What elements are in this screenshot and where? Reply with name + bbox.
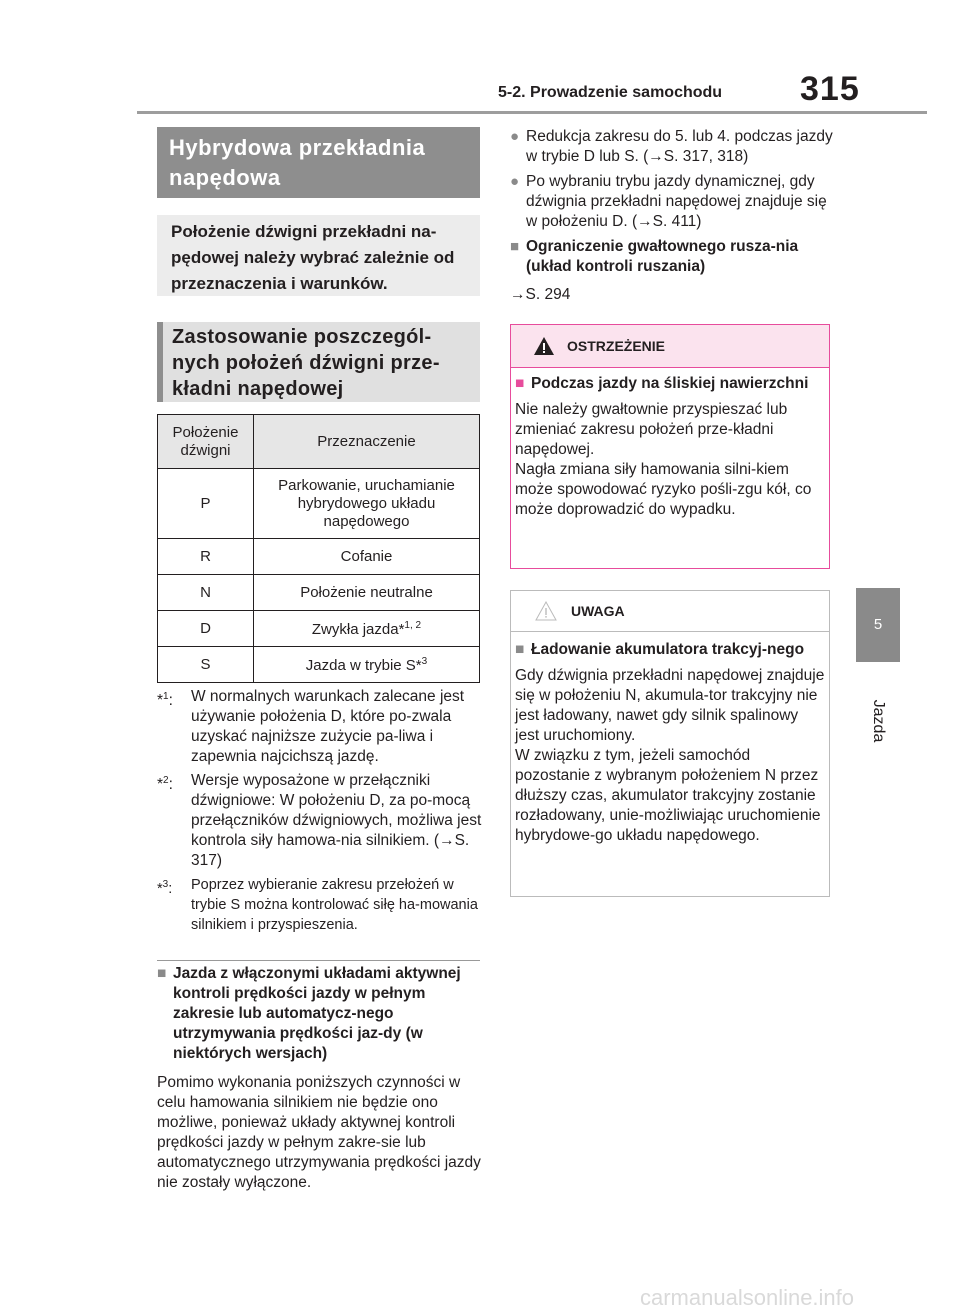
caution-text: Gdy dźwignia przekładni napędowej znajduje się w położeniu N, akumula-tor trakcyjny nie jest ładowany, nawet gdy silnik spalinowy jest uruchomiony. [515,667,825,744]
footnote-text: Wersje wyposażone w przełączniki dźwigniowe: W położeniu D, za po-mocą przełączników dźwigniowych, możliwa jest kontrola siły hamowa-nia silnikiem. (→S. 317) [191,772,482,869]
footnote-marker: *$^2$: [157,775,173,794]
table-row [158,611,480,647]
gear-position-table [157,414,480,683]
square-bullet-icon: ■ [510,238,520,255]
list-item [510,127,835,167]
table-cell-position: S [158,647,254,683]
table-row [158,539,480,575]
table-row [158,647,480,683]
table-cell-purpose [254,611,480,647]
footnote-marker: *$^1$: [157,691,173,710]
footnote [157,875,482,935]
caution-triangle-icon [535,601,557,621]
table-cell-purpose: Położenie neutralne [254,575,480,611]
list-item-text: Po wybraniu trybu jazdy dynamicznej, gdy dźwignia przekładni napędowej znajduje się w położeniu D. (→S. 411) [526,173,827,230]
header-divider [137,111,927,114]
table-cell-purpose [254,647,480,683]
circle-bullet-icon: ● [510,128,520,145]
running-header: 5-2. Prowadzenie samochodu [498,84,723,101]
caution-content [511,632,829,846]
caution-label: UWAGA [571,603,625,619]
purpose-text: Jazda w trybie S* [305,656,422,674]
footnotes [157,687,482,939]
table-cell-purpose: Parkowanie, uruchamianie hybrydowego układu napędowego [254,469,480,539]
square-bullet-icon: ■ [515,375,525,392]
footnote-marker: *$^3$: [157,879,173,897]
list-item [510,172,835,232]
subheading-text: Jazda z włączonymi układami aktywnej kontroli prędkości jazdy w pełnym zakresie lub automatycz-nego utrzymywania prędkości jaz-dy (w niektórych wersjach) [173,965,461,1062]
footnote-text: Poprzez wybieranie zakresu przełożeń w trybie S można kontrolować siłę ha-mowania silnikiem i przyspieszenia. [191,877,478,933]
warning-box [510,324,830,569]
watermark: carmanualsonline.info [640,1285,855,1310]
footnote-ref: 3 [421,655,428,667]
table-cell-position: P [158,469,254,539]
footnote [157,687,482,767]
table-cell-purpose: Cofanie [254,539,480,575]
subsection-title: Zastosowanie poszczegól-nych położeń dźwigni prze-kładni napędowej [157,322,480,402]
warning-content [511,368,829,520]
page-reference: →S. 294 [510,286,571,303]
footnote-text: W normalnych warunkach zalecane jest używanie położenia D, które po-zwala uzyskać najniższe zużycie pa-liwa i zapewnia najcichszą jazdę. [191,688,465,765]
body-paragraph: Pomimo wykonania poniższych czynności w celu hamowania silnikiem nie będzie ono możliwe, ponieważ układy aktywnej kontroli prędkości jazdy w pełnym zakre-sie lub automatycznego utrzymywania prędkości jazdy nie zostały wyłączone. [157,1074,481,1191]
circle-bullet-icon: ● [510,173,520,190]
list-item-text: Redukcja zakresu do 5. lub 4. podczas jazdy w trybie D lub S. (→S. 317, 318) [526,128,833,165]
caution-header [511,591,829,632]
warning-text: Nagła zmiana siły hamowania silni-kiem może spowodować ryzyko pośli-zgu kół, co może doprowadzić do wypadku. [515,461,812,518]
subheading [510,237,835,277]
page-number: 315 [800,70,860,108]
warning-label: OSTRZEŻENIE [567,338,666,354]
table-header-purpose: Przeznaczenie [254,415,480,469]
subheading-text: Ograniczenie gwałtownego rusza-nia (układ kontroli ruszania) [526,238,799,275]
table-cell-position: N [158,575,254,611]
caution-box [510,590,830,897]
chapter-label [856,676,900,766]
footnote-ref: 1, 2 [404,619,422,631]
chapter-label-text: Jazda [870,699,887,743]
right-bullets [510,127,835,305]
chapter-tab: 5 [856,588,900,662]
warning-header [511,325,829,368]
caution-heading: ■ Ładowanie akumulatora trakcyj-nego [515,641,805,658]
table-row [158,575,480,611]
warning-heading: ■ Podczas jazdy na śliskiej nawierzchni [515,375,809,392]
section-divider [157,960,480,961]
table-cell-position: R [158,539,254,575]
intro-box: Położenie dźwigni przekładni na-pędowej należy wybrać zależnie od przeznaczenia i warunków. [157,215,480,296]
caution-text: W związku z tym, jeżeli samochód pozostanie z wybranym położeniem N przez dłuższy czas, akumulator trakcyjny zostanie rozładowany, unie-możliwiając uruchomienie hybrydowe-go układu napędowego. [515,747,821,844]
section-title: Hybrydowa przekładnia napędowa [157,127,480,198]
table-header-position: Położenie dźwigni [158,415,254,469]
square-bullet-icon: ■ [157,965,167,982]
warning-triangle-icon [533,336,555,356]
table-cell-position: D [158,611,254,647]
footnote [157,771,482,871]
warning-text: Nie należy gwałtownie przyspieszać lub zmieniać zakresu położeń prze-kładni napędowej. [515,401,788,458]
square-bullet-icon: ■ [515,641,525,658]
table-row [158,469,480,539]
purpose-text: Zwykła jazda* [311,620,405,638]
subheading [157,964,482,1064]
